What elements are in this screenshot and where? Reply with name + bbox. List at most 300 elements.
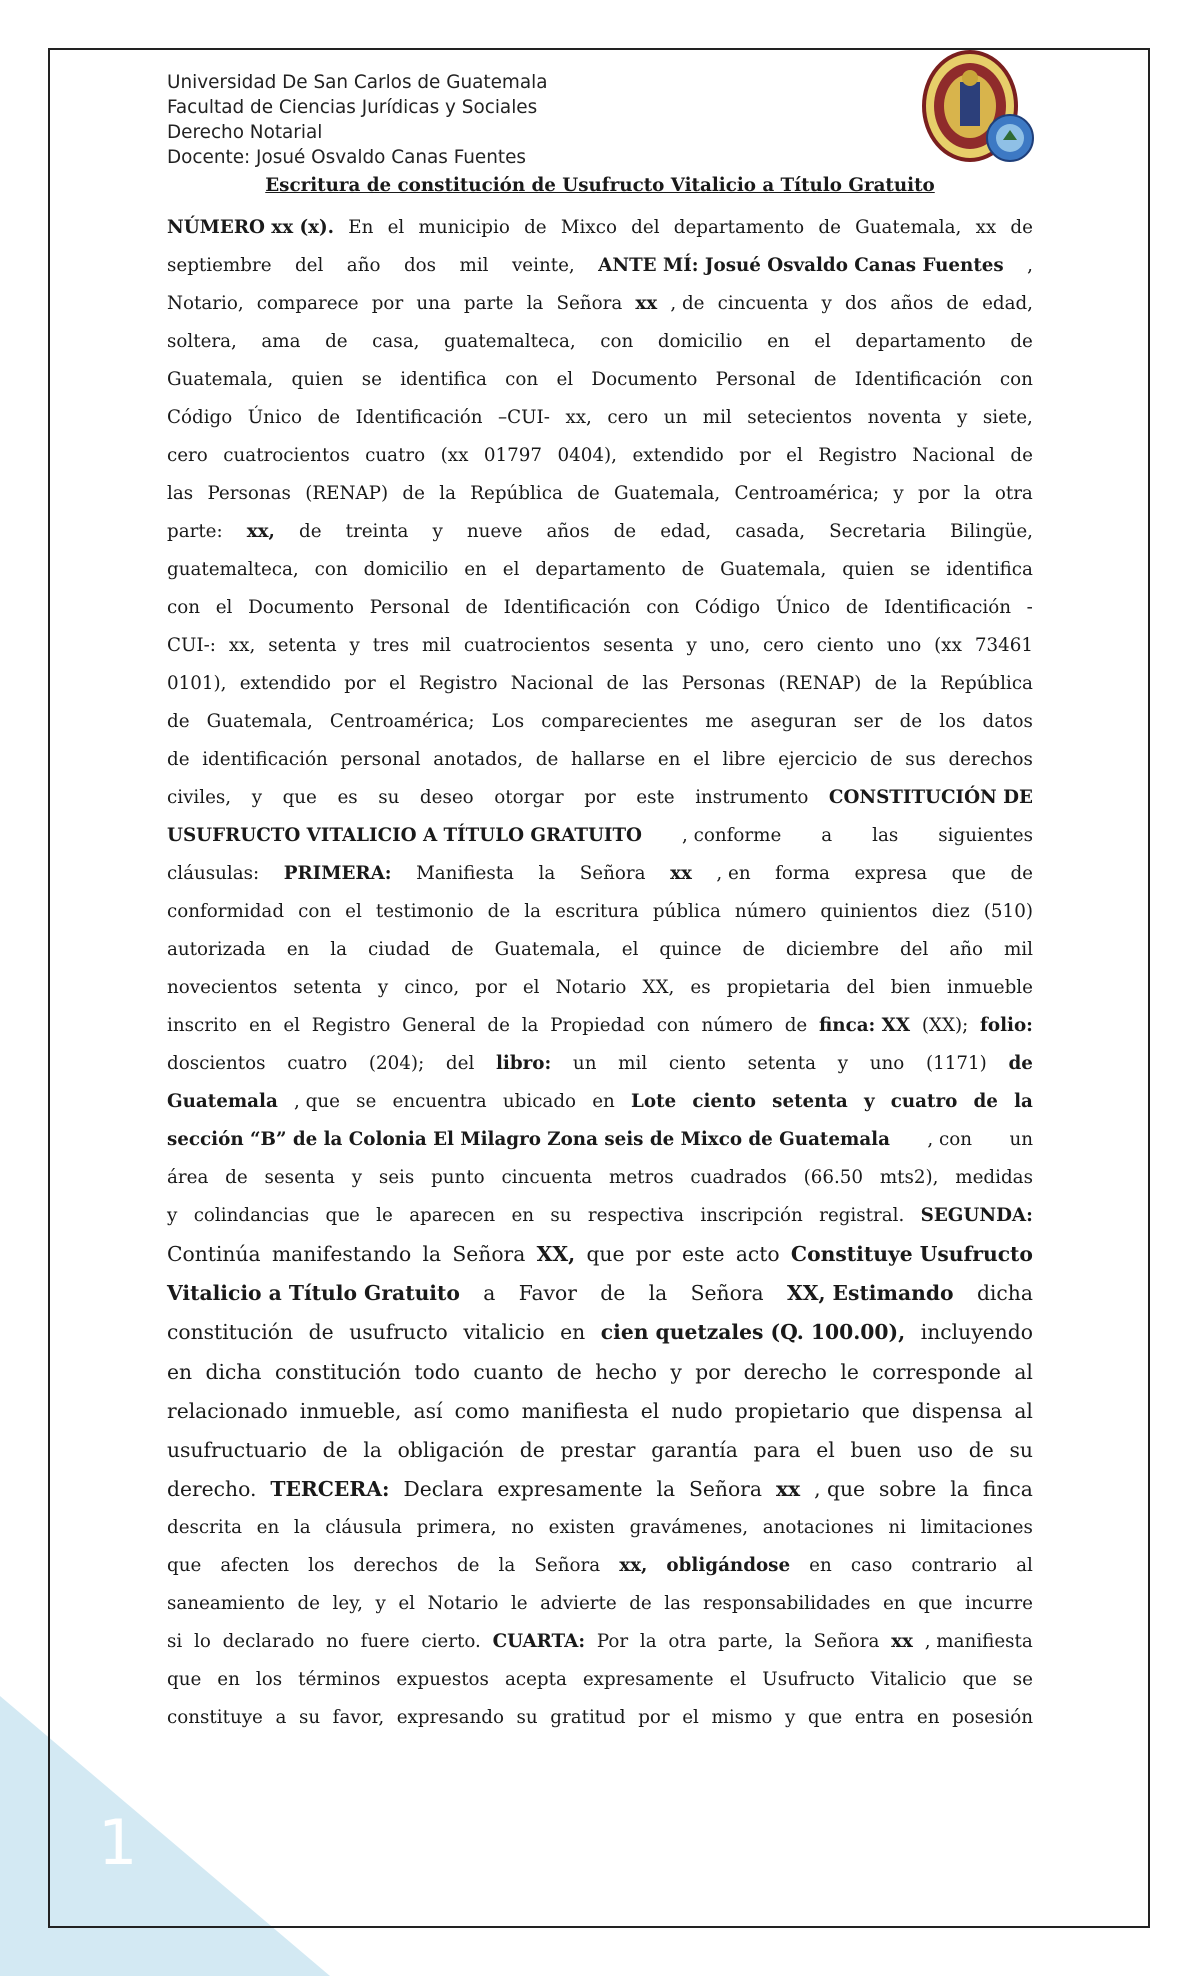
word: al <box>1014 1359 1033 1384</box>
word: Vitalicio <box>870 1669 947 1691</box>
word: los <box>939 711 966 732</box>
text-line <box>167 703 1033 741</box>
text-line <box>167 589 1033 627</box>
word: Nacional <box>510 673 594 694</box>
word: (204); <box>368 1053 425 1074</box>
word: usufructuario <box>167 1437 307 1462</box>
text-line <box>167 1585 1033 1623</box>
word: las <box>167 483 194 504</box>
word: declarado <box>222 1631 315 1653</box>
word: ciento <box>692 1091 756 1112</box>
word: saneamiento <box>167 1593 285 1615</box>
word: ni <box>888 1517 907 1539</box>
word: el <box>345 901 362 922</box>
word: civiles, <box>167 787 232 808</box>
word: xx <box>775 1477 801 1502</box>
word: las <box>664 1593 691 1615</box>
word: de <box>317 407 341 428</box>
word: de <box>451 939 474 960</box>
word: con <box>167 597 201 618</box>
word: xx <box>891 1631 913 1653</box>
word: derecho <box>743 1359 827 1384</box>
word: cincuenta <box>717 293 809 314</box>
word: un <box>1009 1129 1033 1150</box>
word: otra <box>668 1631 707 1653</box>
word: PRIMERA: <box>283 863 392 884</box>
word: Personas <box>207 483 291 504</box>
text-line <box>167 1623 1033 1661</box>
word: no <box>326 1631 349 1653</box>
word: dicha <box>976 1281 1033 1306</box>
page-number: 1 <box>98 1806 138 1879</box>
word: folio: <box>980 1015 1033 1036</box>
word: 0101), <box>167 673 227 694</box>
word: Bilingüe, <box>950 521 1033 542</box>
word: de <box>519 1437 545 1462</box>
word: hallarse <box>570 749 646 770</box>
word: cuatro <box>365 445 426 466</box>
word: ubicado <box>502 1091 577 1112</box>
word: de <box>325 331 348 352</box>
word: responsabilidades <box>702 1593 871 1615</box>
word: dos <box>403 255 437 276</box>
word: de <box>167 711 190 732</box>
word: primera, <box>416 1517 497 1539</box>
word: manifiesta <box>521 1398 629 1423</box>
word: colindancias <box>193 1205 310 1226</box>
word: manifestando <box>271 1242 412 1266</box>
word: de <box>1010 445 1033 466</box>
word: respectiva <box>587 1205 685 1226</box>
text-line <box>167 893 1033 931</box>
word: a <box>275 1707 287 1729</box>
word: que <box>167 1669 202 1691</box>
word: como <box>454 1398 510 1423</box>
word: constituye <box>167 1707 263 1729</box>
word: acepta <box>504 1669 567 1691</box>
word: el <box>502 559 520 580</box>
word: sesenta <box>264 1167 335 1188</box>
word: de <box>968 1437 994 1462</box>
word: cero <box>763 635 804 656</box>
word: que <box>962 1669 997 1691</box>
word: con <box>999 369 1033 390</box>
word: Identificación <box>355 407 483 428</box>
word: (xx <box>440 445 469 466</box>
word: identifica <box>400 369 487 390</box>
word: casa, <box>372 331 420 352</box>
word: de <box>1010 863 1033 884</box>
word: en <box>592 1091 615 1112</box>
word: anotaciones <box>762 1517 874 1539</box>
word: identifica <box>946 559 1033 580</box>
word: garantía <box>651 1437 738 1462</box>
word: Señora <box>534 1555 601 1577</box>
word: Guatemala, <box>494 939 601 960</box>
word: la <box>950 1477 969 1502</box>
word: setecientos <box>747 407 853 428</box>
word: en <box>217 1669 240 1691</box>
word: inscripción <box>700 1205 803 1226</box>
word: ejercicio <box>778 749 858 770</box>
text-line <box>167 475 1033 513</box>
word: setenta <box>747 1053 816 1074</box>
university-name: Universidad De San Carlos de Guatemala <box>167 72 548 93</box>
word: Lote <box>631 1091 677 1112</box>
word: el <box>398 1593 416 1615</box>
word: y <box>821 293 832 314</box>
word: de <box>742 939 766 960</box>
word: de <box>845 597 869 618</box>
word: xx, <box>565 407 592 428</box>
word: a <box>483 1281 496 1306</box>
word: la <box>785 1631 802 1653</box>
word: NÚMERO xx (x). <box>167 217 335 238</box>
word: que <box>325 1205 360 1226</box>
word: no <box>511 1517 534 1539</box>
word: de <box>784 1015 808 1036</box>
word: expresa <box>854 863 928 884</box>
word: SEGUNDA: <box>920 1205 1033 1226</box>
word: las <box>872 825 899 846</box>
word: constitución <box>274 1359 401 1384</box>
word: aseguran <box>750 711 837 732</box>
word: septiembre <box>167 255 272 276</box>
text-line <box>167 1235 1033 1274</box>
word: libre <box>722 749 766 770</box>
word: bien <box>890 977 931 998</box>
word: extendido <box>632 445 724 466</box>
word: número <box>701 1015 773 1036</box>
word: escritura <box>555 901 639 922</box>
word: (xx <box>934 635 962 656</box>
word: Favor <box>518 1281 577 1306</box>
word: mil <box>1003 939 1033 960</box>
word: obligación <box>397 1437 504 1462</box>
word: la <box>521 1015 539 1036</box>
word: en <box>248 1015 272 1036</box>
word: que <box>807 1707 843 1729</box>
word: Usufructo <box>762 1669 855 1691</box>
word: que <box>918 1593 953 1615</box>
word: comparecientes <box>541 711 689 732</box>
word: derechos <box>353 1555 438 1577</box>
word: su <box>516 1707 538 1729</box>
text-line <box>167 551 1033 589</box>
word: derechos <box>948 749 1033 770</box>
word: le <box>510 1593 528 1615</box>
text-line <box>167 1159 1033 1197</box>
word: de <box>973 1091 998 1112</box>
word: propietario <box>734 1398 850 1423</box>
word: Único <box>775 597 831 618</box>
word: encuentra <box>392 1091 487 1112</box>
word: aparecen <box>409 1205 496 1226</box>
text-line <box>167 779 1033 817</box>
word: relacionado <box>167 1398 288 1423</box>
text-line <box>167 1274 1033 1313</box>
word: de <box>1010 331 1033 352</box>
word: siguientes <box>938 825 1033 846</box>
word: (1171) <box>925 1053 987 1074</box>
word: el <box>682 1707 699 1729</box>
word: y <box>377 977 389 998</box>
word: , que <box>294 1091 340 1112</box>
word: dicha <box>205 1359 262 1384</box>
word: expuestos <box>396 1669 489 1691</box>
word: Continúa <box>167 1242 261 1266</box>
word: de <box>402 483 425 504</box>
word: años <box>890 293 934 314</box>
word: su <box>298 1707 321 1729</box>
word: cien quetzales (Q. 100.00), <box>600 1320 906 1345</box>
word: el <box>556 369 574 390</box>
word: si <box>167 1631 183 1653</box>
text-line <box>167 1431 1033 1470</box>
text-line <box>167 513 1033 551</box>
word: uno <box>886 635 922 656</box>
word: (510) <box>983 901 1033 922</box>
word: su <box>378 787 400 808</box>
word: quien <box>842 559 895 580</box>
word: Por <box>596 1631 629 1653</box>
word: República <box>470 483 563 504</box>
word: expresamente <box>497 1477 643 1502</box>
text-line <box>167 627 1033 665</box>
word: en <box>767 331 790 352</box>
word: (XX); <box>921 1015 969 1036</box>
word: año <box>346 255 381 276</box>
text-line <box>167 931 1033 969</box>
word: xx, <box>619 1555 648 1577</box>
word: mismo <box>711 1707 773 1729</box>
word: en <box>256 1517 280 1539</box>
word: Vitalicio a Título Gratuito <box>167 1281 460 1306</box>
word: la <box>538 863 556 884</box>
text-line <box>167 1661 1033 1699</box>
word: libro: <box>495 1053 552 1074</box>
word: con <box>505 369 539 390</box>
word: y <box>837 1053 849 1074</box>
word: y <box>375 1593 386 1615</box>
word: corresponde <box>872 1359 1001 1384</box>
text-line <box>167 665 1033 703</box>
word: acto <box>735 1242 780 1266</box>
word: y <box>432 521 443 542</box>
word: mil <box>702 407 732 428</box>
word: doscientos <box>167 1053 266 1074</box>
word: (RENAP) <box>778 673 862 694</box>
word: dos <box>844 293 878 314</box>
word: de <box>681 559 705 580</box>
word: punto <box>431 1167 485 1188</box>
word: quien <box>291 369 344 390</box>
word: departamento <box>535 559 666 580</box>
word: de <box>167 749 190 770</box>
teacher-name: Docente: Josué Osvaldo Canas Fuentes <box>167 147 526 168</box>
word: en <box>560 1320 586 1345</box>
word: ciento <box>816 635 874 656</box>
word: quinientos <box>820 901 918 922</box>
word: la <box>439 483 456 504</box>
word: año <box>949 939 983 960</box>
word: Centroamérica; <box>329 711 475 732</box>
word: es <box>690 977 711 998</box>
word: ciento <box>668 1053 726 1074</box>
word: Guatemala, <box>720 559 827 580</box>
word: en <box>882 1593 906 1615</box>
word: pública <box>652 901 721 922</box>
word: una <box>416 293 451 314</box>
word: (66.50 <box>803 1167 864 1188</box>
word: parte: <box>167 521 223 542</box>
word: Documento <box>591 369 698 390</box>
word: conformidad <box>167 901 285 922</box>
text-line <box>167 1313 1033 1352</box>
word: En <box>348 217 374 238</box>
word: que <box>167 1555 202 1577</box>
word: su <box>1009 1437 1033 1462</box>
word: que <box>586 1242 625 1266</box>
word: identificación <box>202 749 328 770</box>
word: y <box>349 635 360 656</box>
word: este <box>681 1242 725 1266</box>
word: años <box>546 521 590 542</box>
word: xx, <box>246 521 275 542</box>
word: la <box>363 1437 382 1462</box>
word: parte, <box>718 1631 774 1653</box>
word: afecten <box>220 1555 290 1577</box>
word: y <box>686 635 697 656</box>
word: tres <box>372 635 410 656</box>
word: Notario, <box>167 293 244 314</box>
text-line <box>167 1392 1033 1431</box>
word: CUI-: <box>167 635 216 656</box>
word: Señora <box>452 1242 526 1266</box>
word: por <box>635 1242 671 1266</box>
word: personal <box>340 749 421 770</box>
word: cuadrados <box>690 1167 787 1188</box>
word: la <box>422 1242 442 1266</box>
word: el <box>814 331 831 352</box>
text-line <box>167 1121 1033 1159</box>
word: entra <box>854 1707 905 1729</box>
word: Personal <box>715 369 796 390</box>
word: de <box>308 1320 334 1345</box>
word: y <box>670 1359 682 1384</box>
word: xx <box>670 863 692 884</box>
word: le <box>840 1359 859 1384</box>
word: mil <box>421 635 451 656</box>
word: propietaria <box>726 977 831 998</box>
word: , que <box>814 1477 866 1502</box>
word: Guatemala <box>167 1091 278 1112</box>
word: de <box>813 369 837 390</box>
word: Código <box>167 407 233 428</box>
word: de <box>465 597 488 618</box>
word: sesenta <box>603 635 674 656</box>
word: quince <box>659 939 722 960</box>
word: 01797 <box>483 445 543 466</box>
word: incurre <box>964 1593 1033 1615</box>
word: del <box>445 1053 475 1074</box>
word: el <box>283 1015 300 1036</box>
word: xx <box>635 293 658 314</box>
word: vitalicio <box>463 1320 545 1345</box>
word: descrita <box>167 1517 242 1539</box>
word: de <box>535 749 559 770</box>
word: medidas <box>955 1167 1033 1188</box>
word: de <box>487 1015 510 1036</box>
word: Señora <box>579 863 646 884</box>
text-line <box>167 247 1033 285</box>
word: del <box>846 977 875 998</box>
word: y <box>351 1167 363 1188</box>
word: de <box>225 1167 248 1188</box>
text-line <box>167 1353 1033 1392</box>
word: se <box>356 1091 377 1112</box>
word: guatemalteca, <box>167 559 299 580</box>
word: de <box>1008 1053 1033 1074</box>
word: CUARTA: <box>492 1631 586 1653</box>
word: , en <box>716 863 751 884</box>
word: ciudad <box>367 939 431 960</box>
text-line <box>167 1045 1033 1083</box>
word: cinco, <box>404 977 460 998</box>
word: autorizada <box>167 939 266 960</box>
word: y <box>784 1707 796 1729</box>
word: un <box>572 1053 597 1074</box>
word: edad, <box>660 521 712 542</box>
word: se <box>910 559 931 580</box>
word: departamento <box>673 217 805 238</box>
word: la <box>293 1517 311 1539</box>
word: ley, <box>332 1593 363 1615</box>
word: uno <box>869 1053 905 1074</box>
word: mil <box>618 1053 648 1074</box>
text-line <box>167 323 1033 361</box>
word: Guatemala, <box>613 483 721 504</box>
word: en <box>809 1555 832 1577</box>
word: en <box>464 559 487 580</box>
word: y <box>957 407 968 428</box>
word: al <box>1016 1555 1033 1577</box>
word: nueve <box>466 521 523 542</box>
text-line <box>167 1007 1033 1045</box>
word: edad, <box>982 293 1033 314</box>
word: caso <box>850 1555 893 1577</box>
text-line <box>167 1509 1033 1547</box>
word: de <box>487 901 511 922</box>
text-line <box>167 437 1033 475</box>
word: hecho <box>595 1359 657 1384</box>
word: 0404), <box>557 445 617 466</box>
word: cincuenta <box>501 1167 593 1188</box>
word: posesión <box>952 1707 1033 1729</box>
word: setenta <box>293 977 362 998</box>
word: , conforme <box>681 825 782 846</box>
word: mil <box>459 255 489 276</box>
document-header <box>167 70 547 170</box>
word: términos <box>298 1669 381 1691</box>
word: para <box>753 1437 801 1462</box>
word: finca <box>982 1477 1033 1502</box>
word: con <box>646 597 680 618</box>
word: cuatro <box>287 1053 348 1074</box>
word: , manifiesta <box>924 1631 1033 1653</box>
text-line <box>167 361 1033 399</box>
word: incluyendo <box>920 1320 1033 1345</box>
